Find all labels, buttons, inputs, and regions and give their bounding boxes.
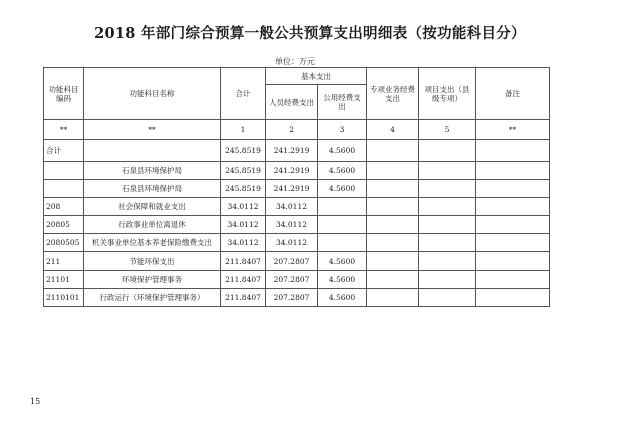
row-code-cell: 合计 — [44, 140, 84, 162]
row-code-cell: 211 — [44, 252, 84, 271]
row-notes-cell — [476, 289, 550, 307]
row-project-cell — [419, 252, 476, 271]
header-basic: 基本支出 — [266, 68, 367, 85]
row-personnel-cell: 207.2807 — [266, 252, 318, 271]
index-row — [44, 120, 550, 140]
row-special-cell — [367, 180, 419, 198]
row-code-cell: 20805 — [44, 216, 84, 234]
row-notes-cell — [476, 180, 550, 198]
table-row — [44, 234, 550, 252]
row-code-cell — [44, 162, 84, 180]
row-special-cell — [367, 198, 419, 216]
budget-table — [43, 67, 550, 307]
table-row — [44, 162, 550, 180]
header-project: 项目支出（县级专项） — [419, 68, 476, 120]
row-special-cell — [367, 234, 419, 252]
table-row — [44, 271, 550, 289]
row-public-cell — [318, 234, 367, 252]
table-row — [44, 289, 550, 307]
row-special-cell — [367, 252, 419, 271]
table-row — [44, 180, 550, 198]
index-cell: 2 — [266, 120, 318, 140]
row-special-cell — [367, 289, 419, 307]
index-cell: 3 — [318, 120, 367, 140]
header-total: 合计 — [221, 68, 266, 120]
row-project-cell — [419, 216, 476, 234]
row-public-cell: 4.5600 — [318, 271, 367, 289]
row-code-cell — [44, 180, 84, 198]
row-project-cell — [419, 289, 476, 307]
row-name-cell: 环境保护管理事务 — [84, 271, 221, 289]
row-notes-cell — [476, 234, 550, 252]
row-public-cell: 4.5600 — [318, 162, 367, 180]
row-special-cell — [367, 271, 419, 289]
header-special: 专项业务经费支出 — [367, 68, 419, 120]
row-total-cell: 34.0112 — [221, 234, 266, 252]
page-title: 2018 年部门综合预算一般公共预算支出明细表（按功能科目分） — [94, 25, 526, 42]
row-personnel-cell: 241.2919 — [266, 180, 318, 198]
row-total-cell: 211.8407 — [221, 289, 266, 307]
header-personnel: 人员经费支出 — [266, 85, 318, 120]
row-total-cell: 211.8407 — [221, 271, 266, 289]
row-project-cell — [419, 234, 476, 252]
row-total-cell: 245.8519 — [221, 180, 266, 198]
row-total-cell: 211.8407 — [221, 252, 266, 271]
row-total-cell: 245.8519 — [221, 162, 266, 180]
index-cell: 1 — [221, 120, 266, 140]
row-public-cell: 4.5600 — [318, 252, 367, 271]
row-name-cell: 石泉县环境保护局 — [84, 162, 221, 180]
row-notes-cell — [476, 198, 550, 216]
row-name-cell — [84, 140, 221, 162]
row-personnel-cell: 207.2807 — [266, 271, 318, 289]
row-name-cell: 行政运行（环境保护管理事务） — [84, 289, 221, 307]
row-personnel-cell: 241.2919 — [266, 140, 318, 162]
table-row — [44, 216, 550, 234]
row-notes-cell — [476, 216, 550, 234]
header-notes: 备注 — [476, 68, 550, 120]
row-notes-cell — [476, 252, 550, 271]
row-project-cell — [419, 162, 476, 180]
row-public-cell: 4.5600 — [318, 180, 367, 198]
index-cell: ** — [84, 120, 221, 140]
row-public-cell: 4.5600 — [318, 140, 367, 162]
row-project-cell — [419, 198, 476, 216]
row-total-cell: 245.8519 — [221, 140, 266, 162]
row-personnel-cell: 34.0112 — [266, 234, 318, 252]
row-special-cell — [367, 162, 419, 180]
row-notes-cell — [476, 271, 550, 289]
row-name-cell: 机关事业单位基本养老保险缴费支出 — [84, 234, 221, 252]
index-cell: 4 — [367, 120, 419, 140]
table-row — [44, 198, 550, 216]
index-cell: ** — [44, 120, 84, 140]
row-special-cell — [367, 140, 419, 162]
row-code-cell: 21101 — [44, 271, 84, 289]
row-personnel-cell: 34.0112 — [266, 198, 318, 216]
row-code-cell: 2110101 — [44, 289, 84, 307]
page-number: 15 — [30, 397, 41, 406]
row-public-cell — [318, 198, 367, 216]
row-personnel-cell: 241.2919 — [266, 162, 318, 180]
row-project-cell — [419, 140, 476, 162]
row-project-cell — [419, 180, 476, 198]
row-personnel-cell: 207.2807 — [266, 289, 318, 307]
row-name-cell: 节能环保支出 — [84, 252, 221, 271]
row-total-cell: 34.0112 — [221, 216, 266, 234]
row-notes-cell — [476, 162, 550, 180]
row-notes-cell — [476, 140, 550, 162]
row-name-cell: 石泉县环境保护局 — [84, 180, 221, 198]
row-public-cell: 4.5600 — [318, 289, 367, 307]
index-cell: ** — [476, 120, 550, 140]
table-row — [44, 252, 550, 271]
row-code-cell: 2080505 — [44, 234, 84, 252]
header-func-code: 功能科目编码 — [44, 68, 84, 120]
row-name-cell: 行政事业单位离退休 — [84, 216, 221, 234]
row-name-cell: 社会保障和就业支出 — [84, 198, 221, 216]
header-public: 公用经费支出 — [318, 85, 367, 120]
header-func-name: 功能科目名称 — [84, 68, 221, 120]
table-row — [44, 140, 550, 162]
unit-label: 单位：万元 — [275, 57, 315, 66]
row-code-cell: 208 — [44, 198, 84, 216]
index-cell: 5 — [419, 120, 476, 140]
row-personnel-cell: 34.0112 — [266, 216, 318, 234]
row-project-cell — [419, 271, 476, 289]
row-special-cell — [367, 216, 419, 234]
row-public-cell — [318, 216, 367, 234]
row-total-cell: 34.0112 — [221, 198, 266, 216]
